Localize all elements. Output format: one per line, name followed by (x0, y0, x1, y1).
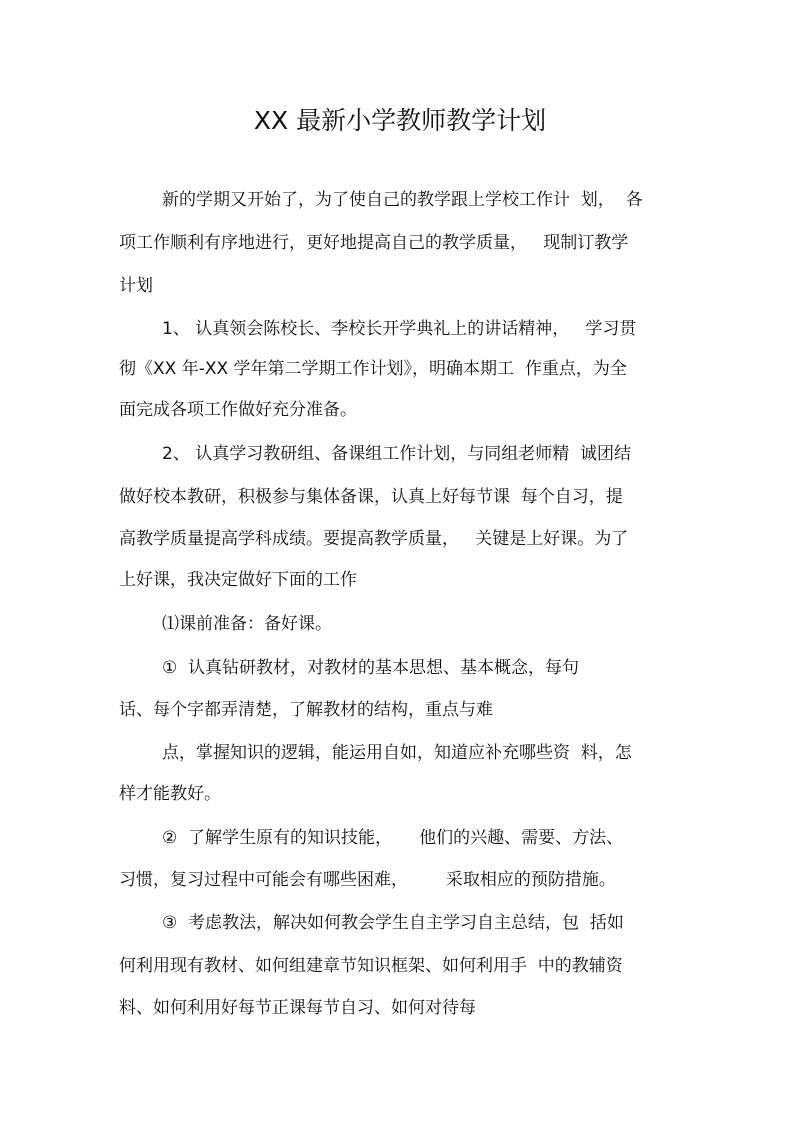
paragraph-line: 样才能教好。 (119, 784, 221, 804)
paragraph-line: 做好校本教研，积极参与集体备课，认真上好每节课 每个自习，提 (119, 487, 623, 507)
document-title: XX 最新小学教师教学计划 (253, 106, 547, 135)
paragraph-line: 上好课，我决定做好下面的工作 (119, 570, 357, 590)
paragraph-line: 何利用现有教材、如何组建章节知识框架、如何利用手 中的教辅资 (119, 956, 623, 976)
paragraph-line: 2、 认真学习教研组、备课组工作计划，与同组老师精 诚团结 (162, 444, 632, 464)
paragraph-line: ⑴课前准备：备好课。 (162, 614, 332, 634)
paragraph-line: 面完成各项工作做好充分准备。 (119, 400, 357, 420)
paragraph-line: 料、如何利用好每节正课每节自习、如何对待每 (119, 998, 476, 1018)
paragraph-line: 1、 认真领会陈校长、李校长开学典礼上的讲话精神， 学习贯 (162, 319, 637, 339)
paragraph-line: 计划 (119, 276, 153, 296)
paragraph-line: 项工作顺利有序地进行，更好地提高自己的教学质量， 现制订教学 (119, 233, 629, 253)
paragraph-line: ② 了解学生原有的知识技能， 他们的兴趣、需要、方法、 (162, 828, 624, 848)
paragraph-line: ① 认真钻研教材，对教材的基本思想、基本概念，每句 (162, 658, 580, 678)
paragraph-line: 高教学质量提高学科成绩。要提高教学质量， 关键是上好课。为了 (119, 529, 629, 549)
paragraph-line: ③ 考虑教法，解决如何教会学生自主学习自主总结，包 括如 (162, 913, 624, 933)
paragraph-line: 习惯，复习过程中可能会有哪些困难， 采取相应的预防措施。 (119, 870, 616, 890)
paragraph-line: 彻《XX 年-XX 学年第二学期工作计划》，明确本期工 作重点，为全 (119, 359, 627, 379)
paragraph-line: 话、每个字都弄清楚，了解教材的结构，重点与难 (119, 700, 493, 720)
paragraph-line: 点，掌握知识的逻辑，能运用自如，知道应补充哪些资 料，怎 (162, 743, 632, 763)
paragraph-line: 新的学期又开始了，为了使自己的教学跟上学校工作计 划， 各 (162, 190, 643, 210)
